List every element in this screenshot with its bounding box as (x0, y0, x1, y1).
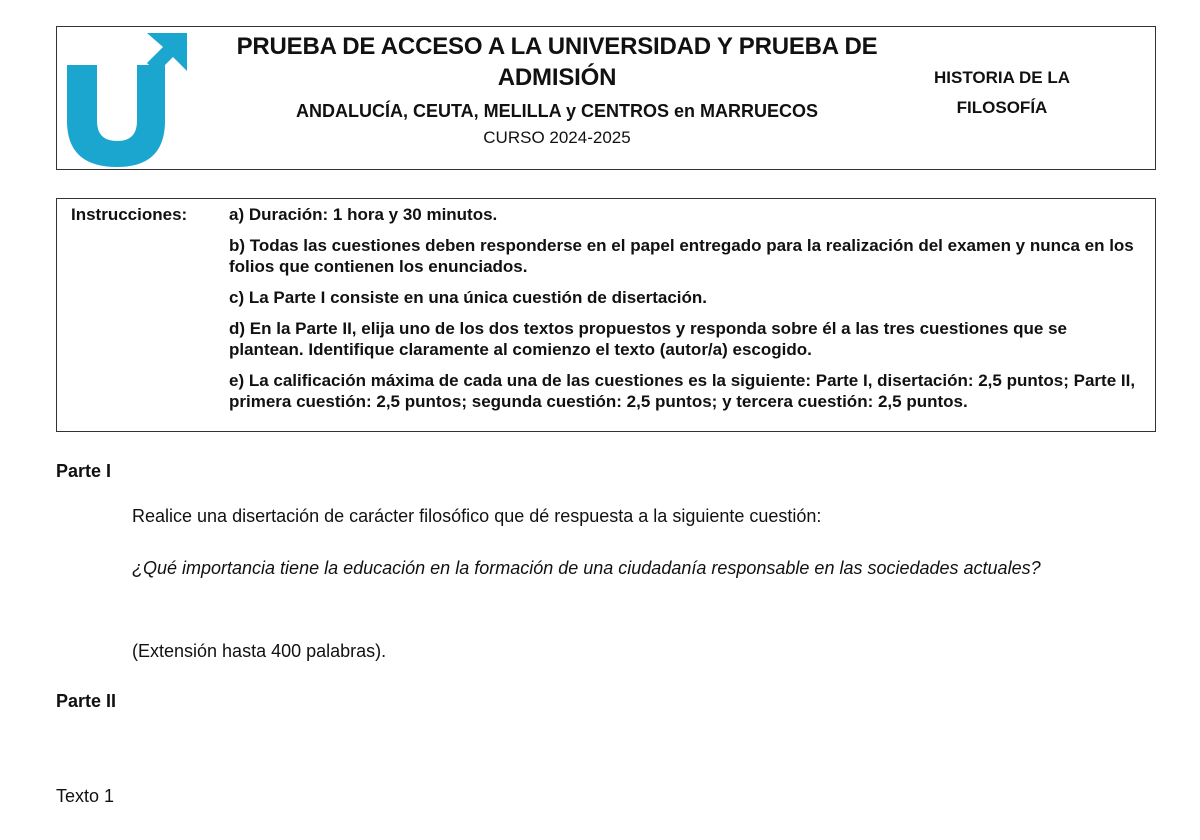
exam-region: ANDALUCÍA, CEUTA, MELILLA y CENTROS en MARRUECOS (296, 101, 818, 121)
exam-course: CURSO 2024-2025 (483, 128, 631, 147)
logo-u-shape (67, 65, 165, 167)
instruction-item: a) Duración: 1 hora y 30 minutos. (229, 205, 498, 224)
exam-title: PRUEBA DE ACCESO A LA UNIVERSIDAD Y PRUEBA DE ADMISIÓN (236, 33, 878, 91)
part1-question: ¿Qué importancia tiene la educación en la formación de una ciudadanía responsable en las sociedades actuales? (132, 558, 1041, 578)
instruction-item: e) La calificación máxima de cada una de las cuestiones es la siguiente: Parte I, disertación: 2,5 puntos; Parte II, primera cuestión: 2,5 puntos; segunda cuestión: 2,5 puntos; y tercera cuestión: 2,5 puntos. (229, 371, 1136, 411)
part2-heading: Parte II (56, 691, 117, 711)
part1-intro: Realice una disertación de carácter filosófico que dé respuesta a la siguiente cuestión: (132, 506, 822, 526)
logo-arrow-icon (147, 33, 187, 73)
instructions-label: Instrucciones: (71, 205, 188, 224)
instructions-box (56, 198, 1156, 432)
instruction-item: c) La Parte I consiste en una única cuestión de disertación. (229, 288, 708, 307)
university-logo (61, 29, 191, 167)
instruction-item: b) Todas las cuestiones deben responderse en el papel entregado para la realización del examen y nunca en los folios que contienen los enunciados. (229, 236, 1134, 276)
part1-heading: Parte I (56, 461, 112, 481)
instructions-list (229, 204, 1139, 422)
exam-subject: HISTORIA DE LA FILOSOFÍA (933, 68, 1070, 117)
exam-header (56, 26, 1156, 170)
header-titles (207, 31, 907, 149)
instruction-item: d) En la Parte II, elija uno de los dos textos propuestos y responda sobre él a las tres cuestiones que se plantean. Identifique claramente al comienzo el texto (autor/a) escogido. (229, 319, 1067, 359)
text-1-label: Texto 1 (56, 786, 115, 806)
part1-extension: (Extensión hasta 400 palabras). (132, 641, 387, 661)
